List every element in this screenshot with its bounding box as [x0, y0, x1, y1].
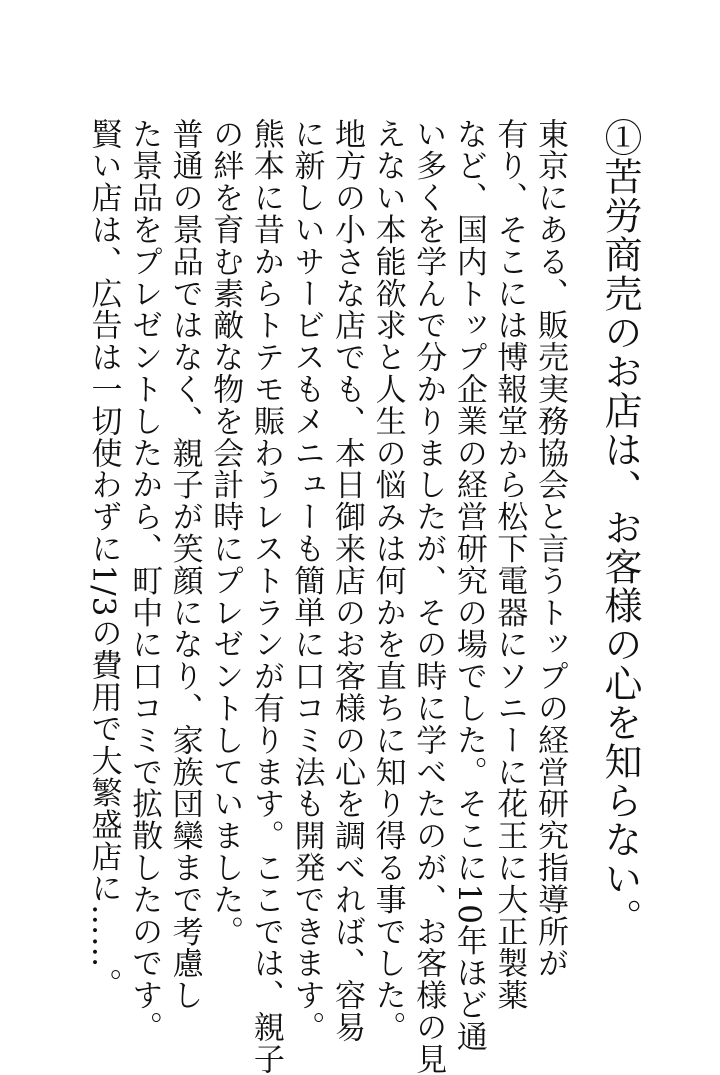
body-line: に新しいサービスもメニューも簡単に口コミ法も開発できます。 [288, 118, 325, 1044]
body-line: など、国内トップ企業の経営研究の場でした。そこに10年ほど通 [450, 118, 487, 1053]
body-line: い多くを学んで分かりましたが、その時に学べたのが、お客様の見 [410, 118, 447, 1075]
body-line: 賢い店は、広告は一切使わずに1/3の費用で大繁盛店に……。 [85, 118, 122, 1000]
body-line: の絆を育む素敵な物を会計時にプレゼントしていました。 [207, 118, 244, 948]
body-line: 普通の景品ではなく、親子が笑顔になり、家族団欒まで考慮し [166, 118, 203, 1012]
vertical-text-block [83, 118, 648, 1075]
body-line: えない本能欲求と人生の悩みは何かを直ちに知り得る事でした。 [369, 118, 406, 1044]
body-line: 東京にある、販売実務協会と言うトップの経営研究指導所が [532, 118, 568, 980]
body-line: 熊本に昔からトテモ賑わうレストランが有ります。ここでは、親子 [247, 118, 284, 1075]
body-line: た景品をプレゼントしたから、町中に口コミで拡散したのです。 [126, 118, 163, 1044]
body-line: 地方の小さな店でも、本日御来店のお客様の心を調べれば、容易 [329, 118, 366, 1044]
body-line: 有り、そこには博報堂から松下電器にソニーに花王に大正製薬 [491, 118, 528, 1012]
section-title: ①苦労商売のお店は、お客様の心を知らない。 [598, 118, 642, 937]
